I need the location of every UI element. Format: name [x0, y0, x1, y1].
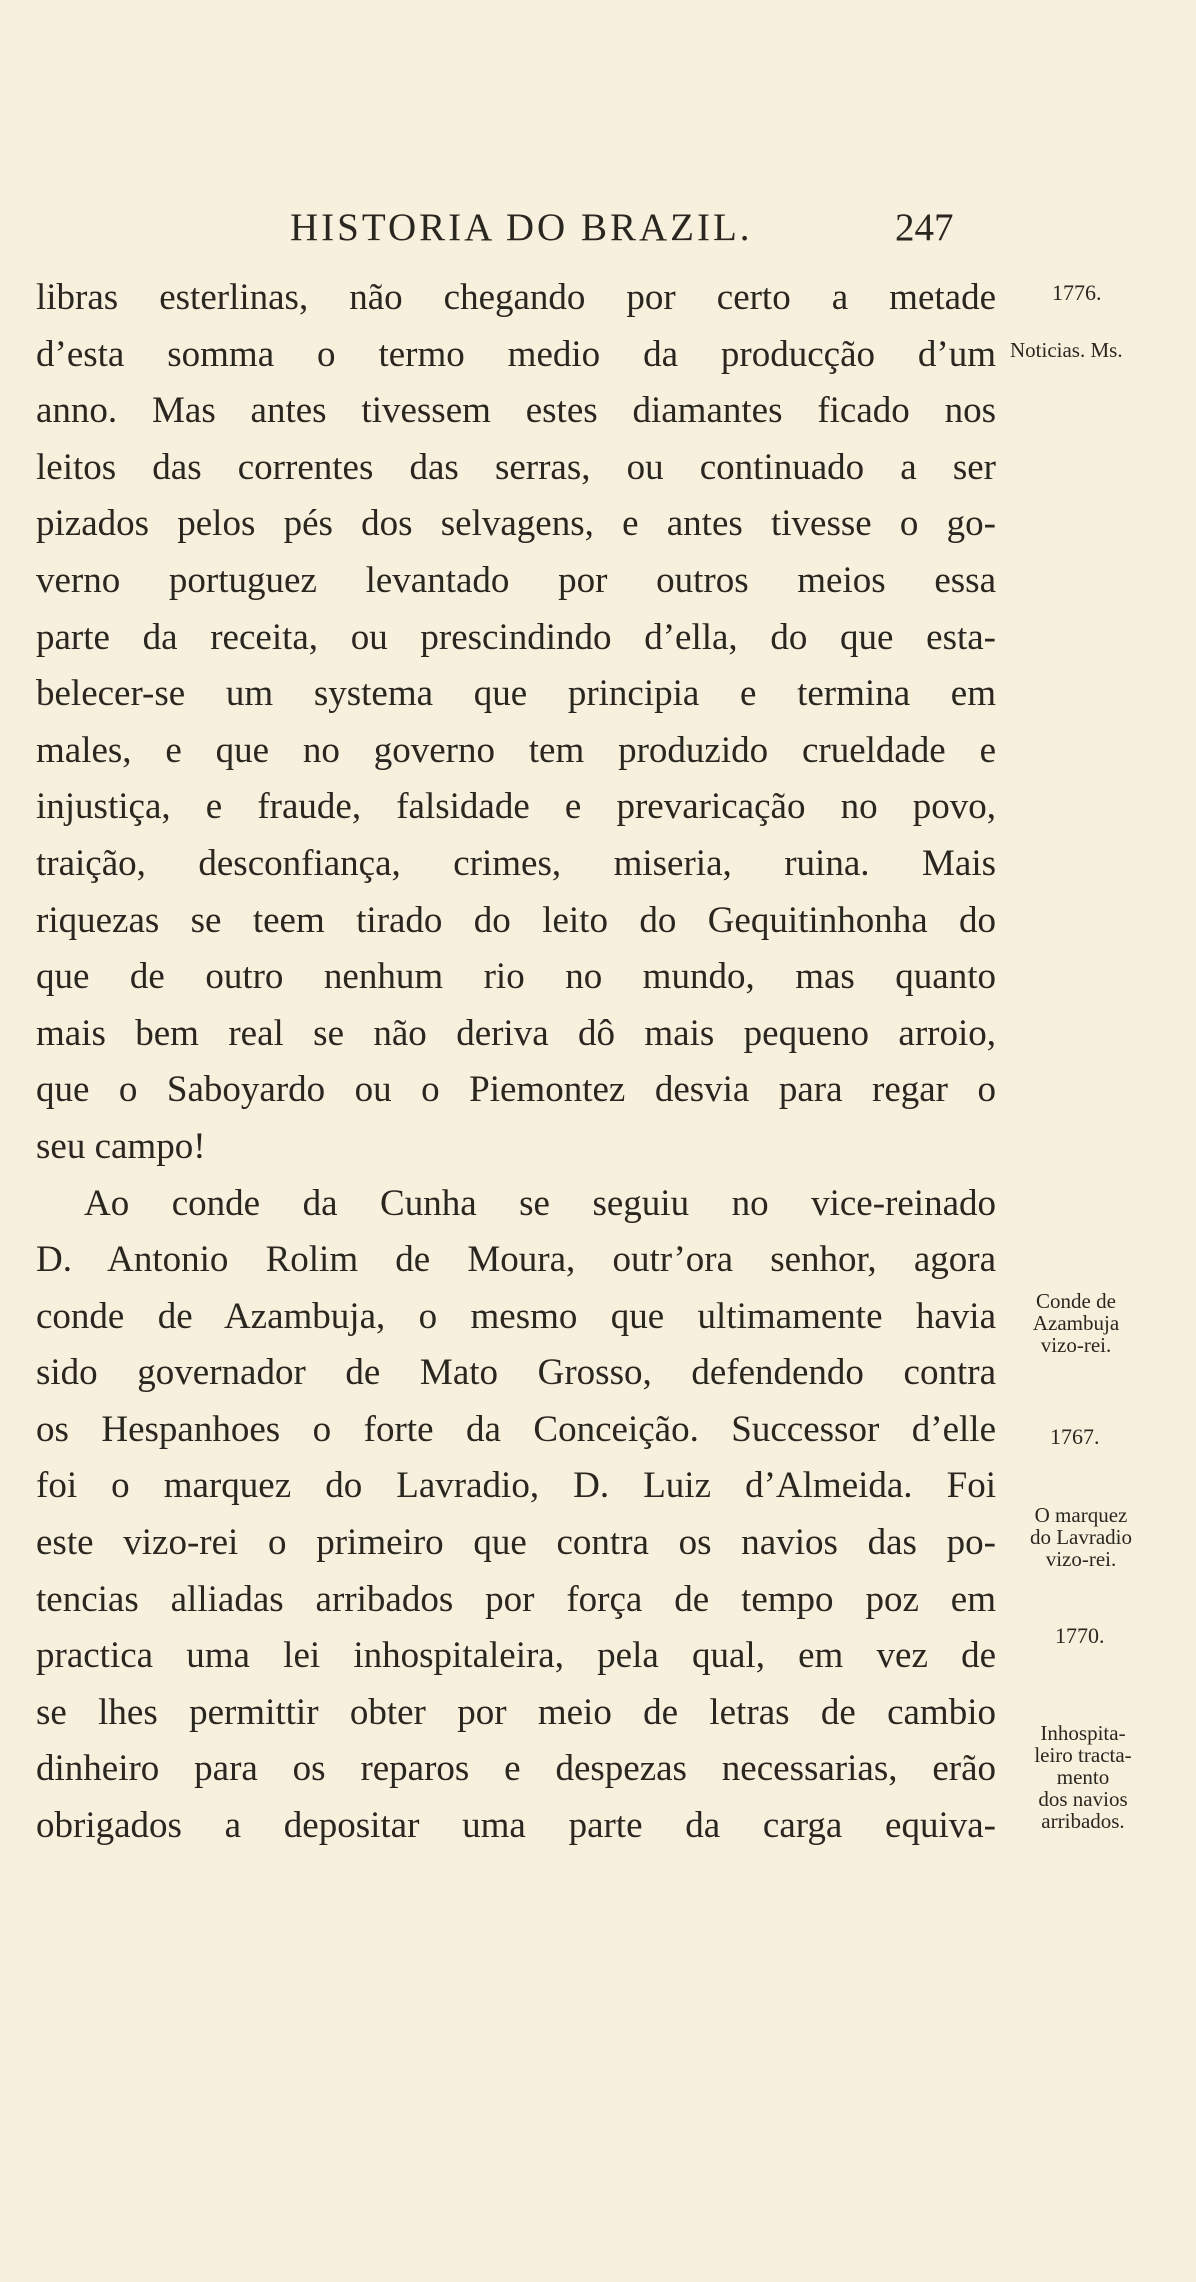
text-line: que de outro nenhum rio no mundo, mas quanto	[36, 956, 996, 998]
text-line: mais bem real se não deriva dô mais pequeno arroio,	[36, 1012, 996, 1054]
text-line: traição, desconfiança, crimes, miseria, ruina. Mais	[36, 842, 996, 884]
margin-note-line: Conde de	[1036, 1289, 1116, 1313]
margin-note-line: O marquez	[1034, 1503, 1128, 1527]
margin-source-note: Noticias. Ms.	[1010, 338, 1123, 362]
margin-year: 1767.	[1050, 1424, 1100, 1449]
text-line: se lhes permittir obter por meio de letras de cambio	[36, 1691, 996, 1733]
margin-year: 1776.	[1052, 280, 1102, 305]
margin-note-line: Azambuja	[1032, 1311, 1120, 1335]
margin-note-line: do Lavradio	[1029, 1525, 1133, 1549]
text-line: conde de Azambuja, o mesmo que ultimamente havia	[36, 1295, 996, 1337]
text-line: d’esta somma o termo medio da producção d’um	[36, 333, 996, 375]
margin-note-marquez	[1016, 1504, 1146, 1570]
text-line: belecer-se um systema que principia e termina em	[36, 673, 996, 715]
text-line: que o Saboyardo ou o Piemontez desvia para regar o	[36, 1069, 996, 1111]
margin-note-line: vizo-rei.	[1045, 1547, 1117, 1571]
text-line: D. Antonio Rolim de Moura, outr’ora senhor, agora	[36, 1239, 996, 1281]
text-line: anno. Mas antes tivessem estes diamantes ficado nos	[36, 390, 996, 432]
text-line: parte da receita, ou prescindindo d’ella, do que esta-	[36, 616, 996, 658]
text-line: pizados pelos pés dos selvagens, e antes tivesse o go-	[36, 503, 996, 545]
body-text	[36, 270, 996, 1855]
page-number: 247	[895, 206, 954, 249]
text-line: riquezas se teem tirado do leito do Gequitinhonha do	[36, 899, 996, 941]
text-line: foi o marquez do Lavradio, D. Luiz d’Almeida. Foi	[36, 1465, 996, 1507]
text-line: os Hespanhoes o forte da Conceição. Successor d’elle	[36, 1408, 996, 1450]
paragraph-start-line: Ao conde da Cunha se seguiu no vice-reinado	[84, 1182, 996, 1224]
text-line: dinheiro para os reparos e despezas necessarias, erão	[36, 1748, 996, 1790]
text-line: este vizo-rei o primeiro que contra os navios das po-	[36, 1522, 996, 1564]
text-line: practica uma lei inhospitaleira, pela qual, em vez de	[36, 1635, 996, 1677]
text-line: sido governador de Mato Grosso, defendendo contra	[36, 1352, 996, 1394]
text-line: males, e que no governo tem produzido crueldade e	[36, 729, 996, 771]
margin-note-line: dos navios	[1038, 1787, 1128, 1811]
text-line: verno portuguez levantado por outros meios essa	[36, 559, 996, 601]
text-line: seu campo!	[36, 1125, 206, 1167]
margin-note-line: Inhospita-	[1040, 1721, 1126, 1745]
page-header	[0, 205, 1196, 265]
running-title: HISTORIA DO BRAZIL.	[290, 206, 753, 249]
margin-note-conde	[1026, 1290, 1126, 1356]
margin-note-inhospitaleiro	[1018, 1722, 1148, 1832]
margin-year: 1770.	[1055, 1623, 1105, 1648]
text-line: obrigados a depositar uma parte da carga equiva-	[36, 1805, 996, 1847]
text-line: injustiça, e fraude, falsidade e prevaricação no povo,	[36, 786, 996, 828]
text-line: leitos das correntes das serras, ou continuado a ser	[36, 446, 996, 488]
margin-note-line: arribados.	[1041, 1809, 1125, 1833]
margin-note-line: mento	[1056, 1765, 1110, 1789]
margin-note-line: vizo-rei.	[1040, 1333, 1112, 1357]
text-line: tencias alliadas arribados por força de tempo poz em	[36, 1578, 996, 1620]
text-line: libras esterlinas, não chegando por certo a metade	[36, 277, 996, 318]
margin-note-line: leiro tracta-	[1034, 1743, 1132, 1767]
